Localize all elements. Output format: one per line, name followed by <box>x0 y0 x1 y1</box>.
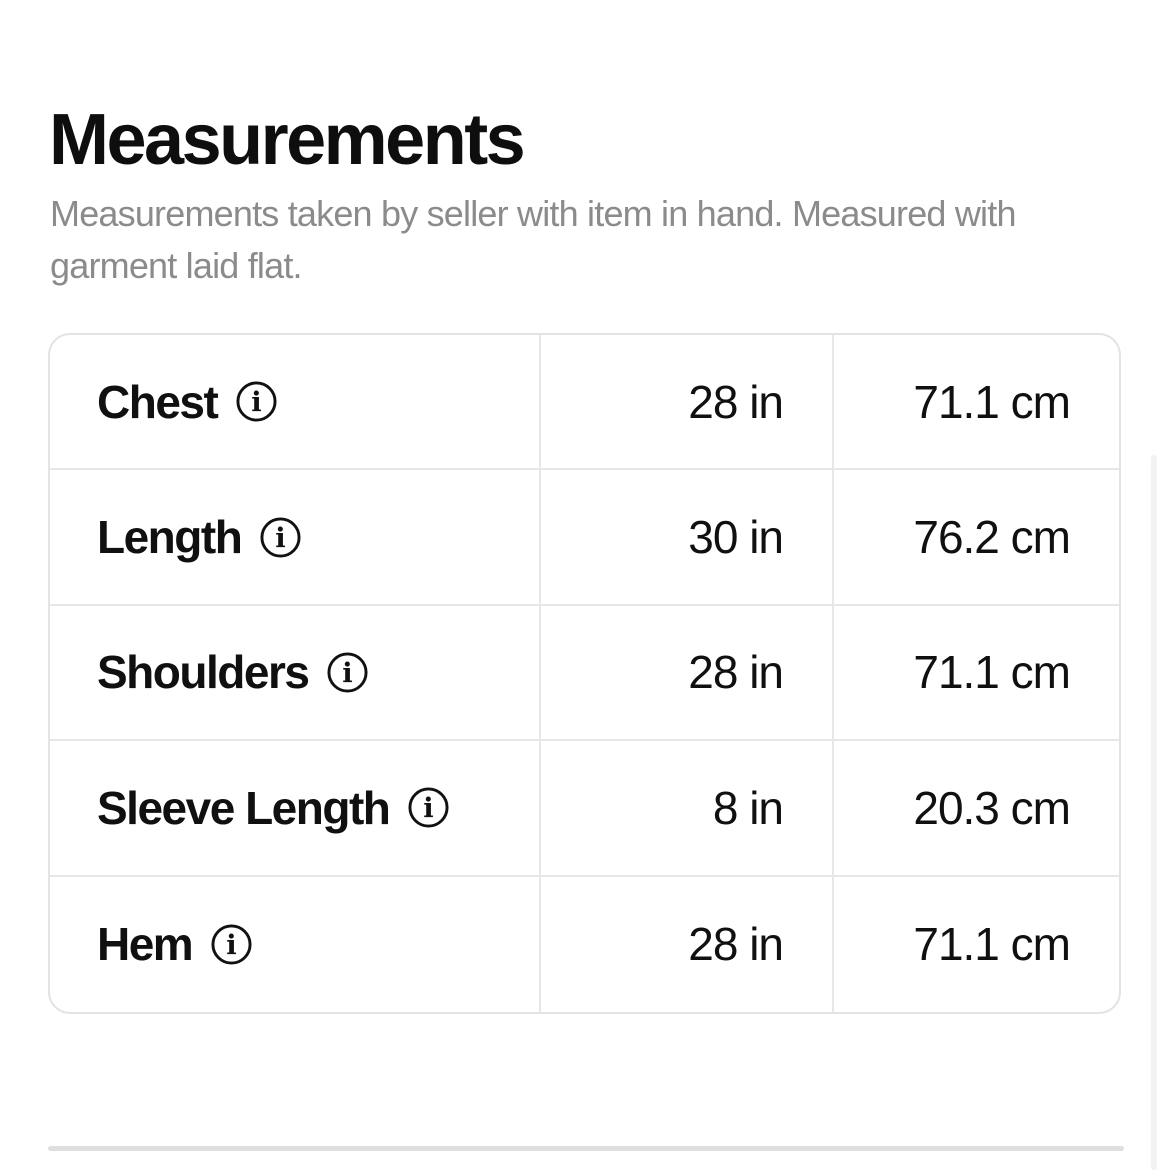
table-row-length <box>50 470 1119 605</box>
measurement-label-cell <box>50 877 539 1012</box>
table-row-sleeve-length <box>50 741 1119 876</box>
info-icon-glyph: i <box>423 792 435 825</box>
measurement-label: Hem <box>97 918 193 971</box>
table-row-shoulders <box>50 606 1119 741</box>
cm-value: 76.2 cm <box>832 470 1119 603</box>
disclaimer-line-2: garment laid flat. <box>50 245 302 286</box>
info-icon-glyph: i <box>251 385 263 418</box>
measurements-disclaimer <box>50 188 1016 292</box>
table-row-chest <box>50 335 1119 470</box>
inches-value: 28 in <box>539 335 832 468</box>
measurement-label: Shoulders <box>97 646 309 699</box>
info-icon[interactable] <box>210 923 253 966</box>
inches-value: 8 in <box>539 741 832 874</box>
measurement-label: Sleeve Length <box>97 781 390 834</box>
info-icon[interactable] <box>259 516 302 559</box>
table-row-hem <box>50 877 1119 1012</box>
measurement-label-cell <box>50 606 539 739</box>
measurement-label: Chest <box>97 375 218 428</box>
cm-value: 71.1 cm <box>832 335 1119 468</box>
inches-value: 30 in <box>539 470 832 603</box>
scrollbar[interactable] <box>1151 455 1157 1170</box>
section-divider <box>48 1146 1124 1151</box>
info-icon[interactable] <box>407 786 450 829</box>
measurement-label-cell <box>50 470 539 603</box>
cm-value: 71.1 cm <box>832 877 1119 1012</box>
measurement-label-cell <box>50 335 539 468</box>
cm-value: 71.1 cm <box>832 606 1119 739</box>
inches-value: 28 in <box>539 606 832 739</box>
disclaimer-line-1: Measurements taken by seller with item in hand. Measured with <box>50 193 1016 234</box>
cm-value: 20.3 cm <box>832 741 1119 874</box>
info-icon[interactable] <box>326 651 369 694</box>
inches-value: 28 in <box>539 877 832 1012</box>
measurement-label: Length <box>97 511 242 564</box>
info-icon-glyph: i <box>226 928 237 961</box>
info-icon[interactable] <box>235 380 278 423</box>
page-title: Measurements <box>49 100 524 181</box>
measurement-label-cell <box>50 741 539 874</box>
info-icon-glyph: i <box>342 656 354 689</box>
measurements-table <box>48 333 1121 1014</box>
info-icon-glyph: i <box>275 521 286 554</box>
